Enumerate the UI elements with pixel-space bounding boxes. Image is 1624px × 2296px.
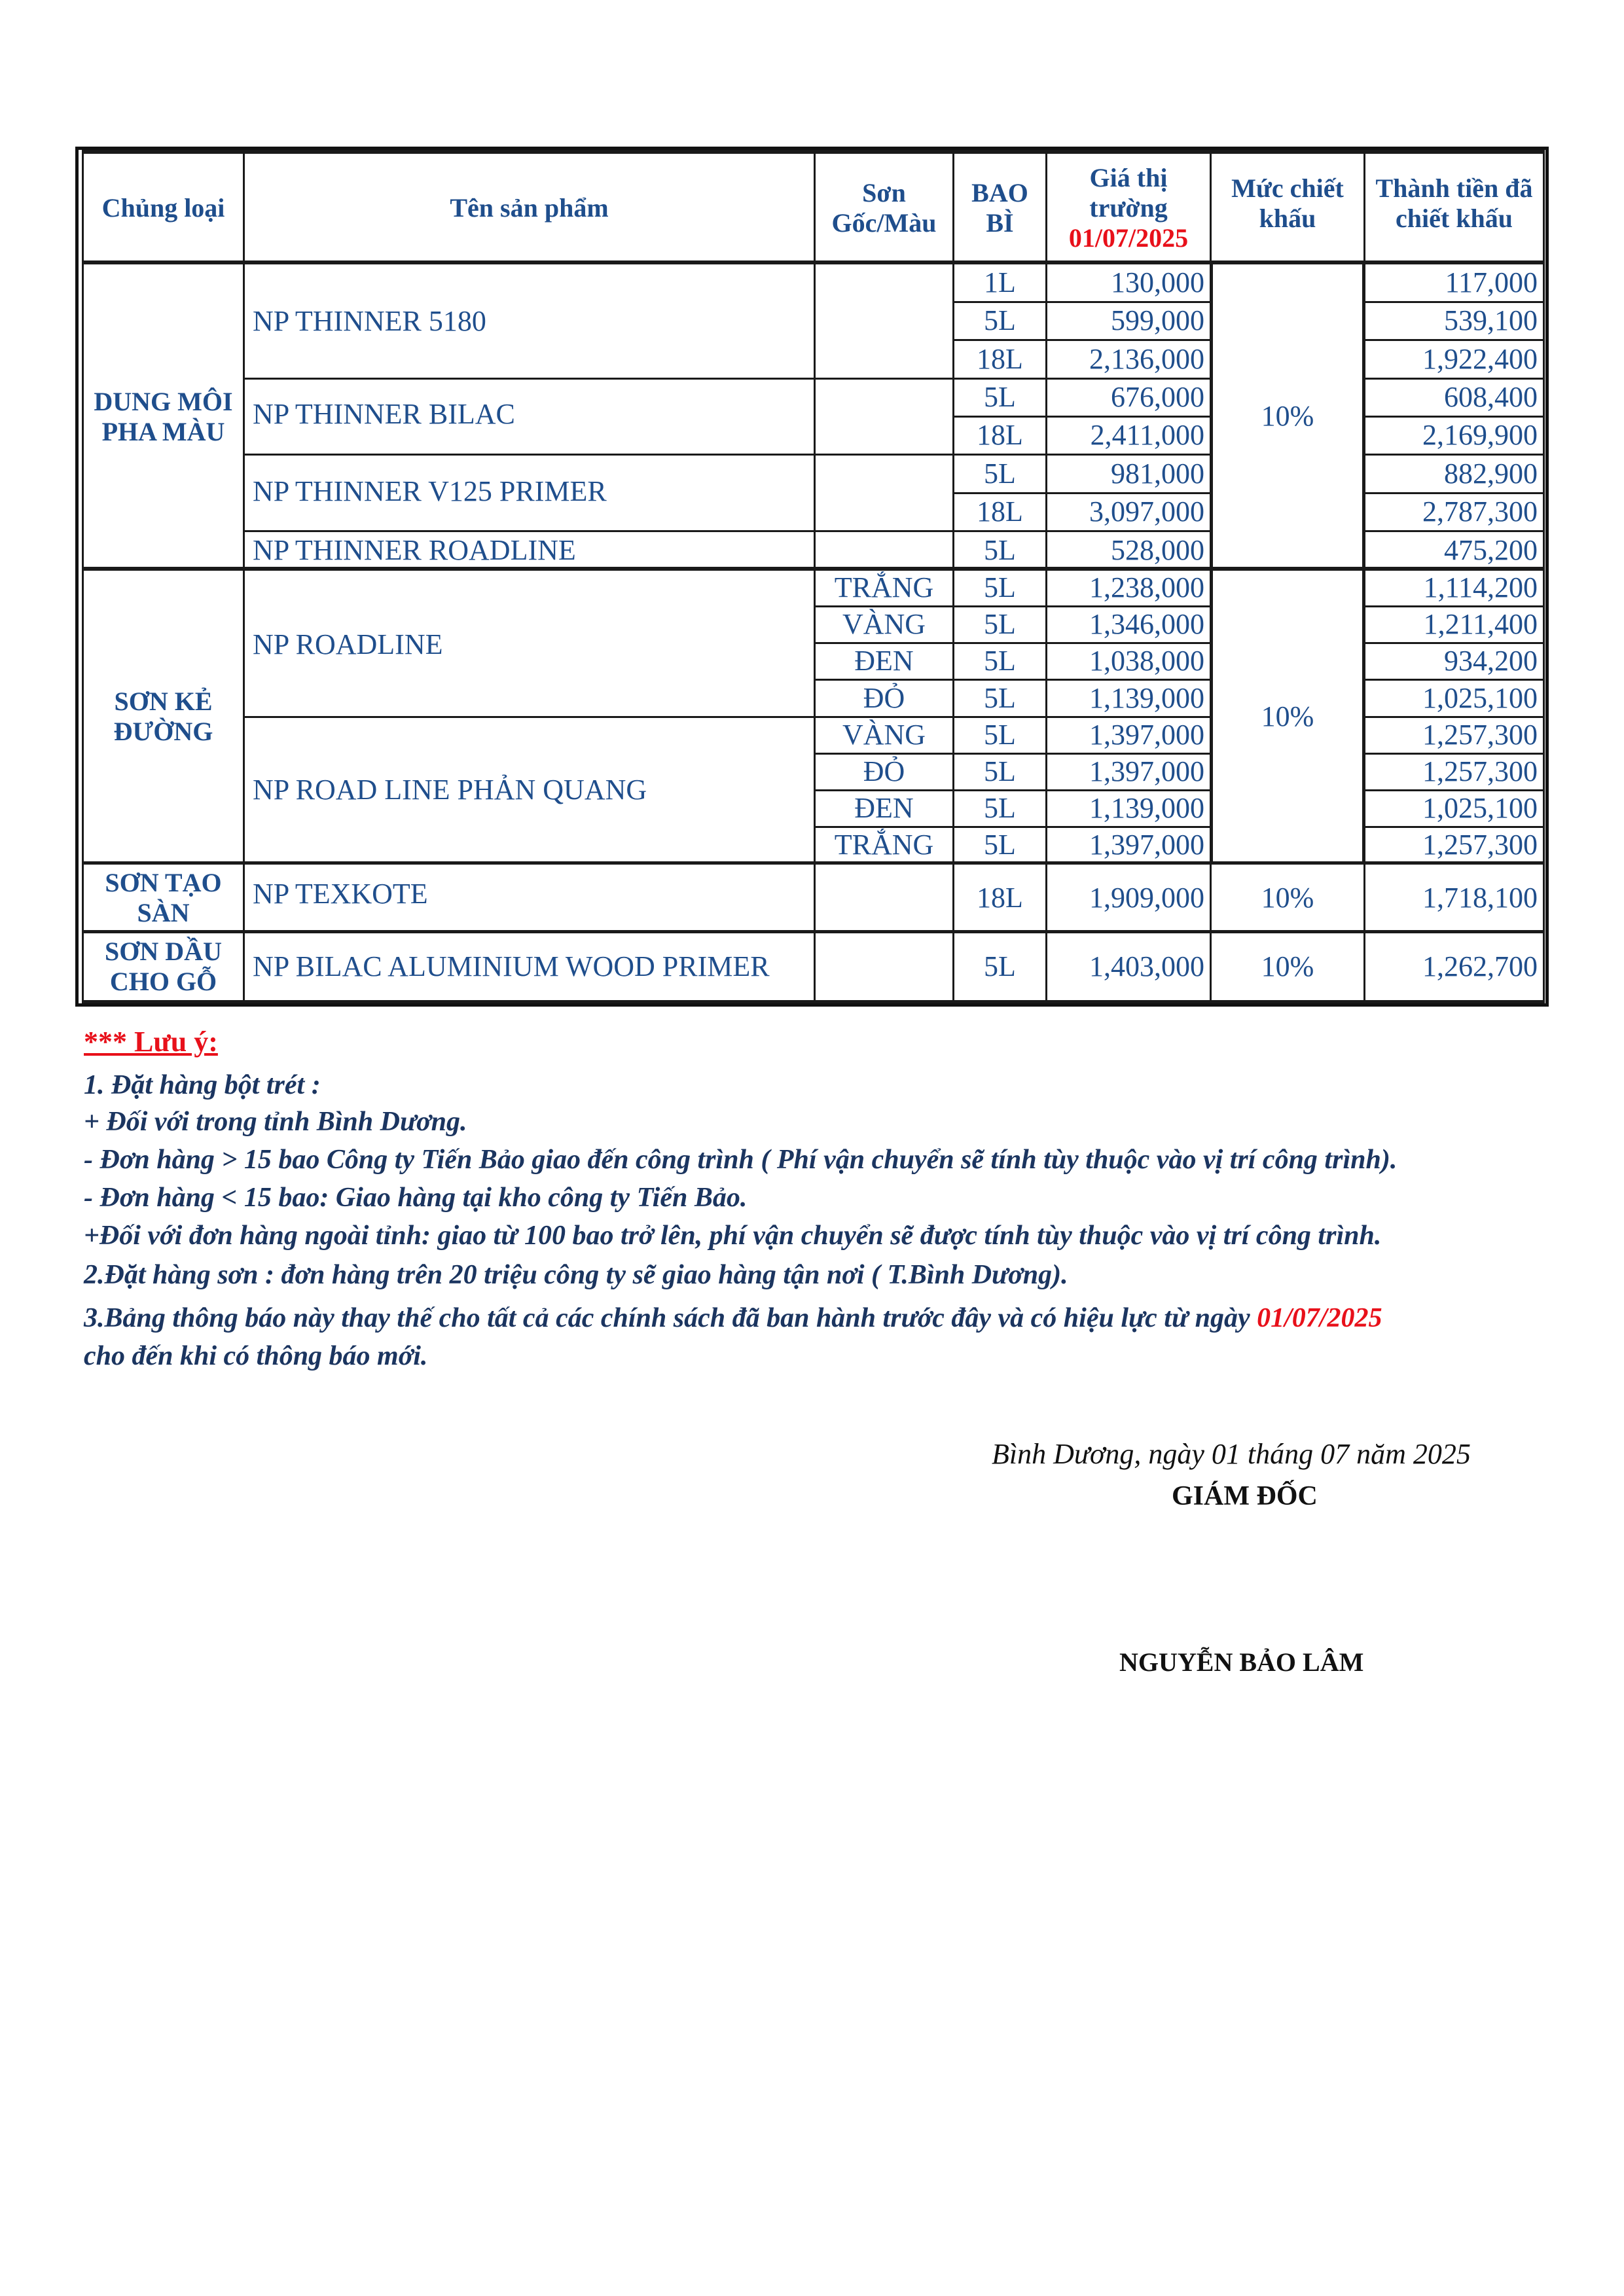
color-value: ĐEN	[854, 645, 914, 677]
price-cell	[1045, 569, 1212, 607]
pack-cell	[952, 863, 1047, 933]
price-value: 1,139,000	[1089, 792, 1204, 825]
color-cell	[814, 789, 954, 828]
header-discount	[1210, 152, 1365, 264]
price-cell	[1045, 863, 1212, 933]
price-value: 3,097,000	[1089, 495, 1204, 528]
pack-value: 18L	[977, 419, 1023, 452]
total-value: 1,114,200	[1423, 571, 1538, 604]
price-cell	[1045, 492, 1212, 532]
pack-value: 5L	[984, 681, 1016, 714]
note-line-3-cont: cho đến khi có thông báo mới.	[84, 1341, 428, 1371]
product-np-thinner-bilac	[243, 378, 816, 456]
header-total	[1363, 152, 1545, 264]
pack-value: 18L	[977, 881, 1023, 914]
discount-value: 10%	[1261, 881, 1314, 914]
price-cell	[1045, 301, 1212, 341]
pack-value: 5L	[984, 381, 1016, 414]
price-cell	[1045, 716, 1212, 755]
note-line: + Đối với trong tỉnh Bình Dương.	[84, 1107, 467, 1137]
category-line2: CHO GỖ	[109, 967, 217, 996]
effective-date: 01/07/2025	[1257, 1303, 1382, 1333]
header-total-line2: chiết khấu	[1396, 204, 1513, 233]
total-cell	[1363, 492, 1545, 532]
price-value: 1,139,000	[1089, 681, 1204, 714]
pack-cell	[952, 679, 1047, 718]
total-value: 608,400	[1444, 381, 1538, 414]
product-name: NP THINNER ROADLINE	[253, 533, 576, 566]
price-cell	[1045, 339, 1212, 380]
color-cell	[814, 569, 954, 607]
pack-cell	[952, 454, 1047, 494]
color-cell	[814, 716, 954, 755]
total-value: 1,257,300	[1422, 719, 1538, 751]
price-cell	[1045, 753, 1212, 791]
total-cell	[1363, 605, 1545, 644]
product-name: NP ROADLINE	[253, 628, 443, 660]
price-cell	[1045, 605, 1212, 644]
discount-cell-roadline	[1210, 569, 1365, 865]
price-cell	[1045, 931, 1212, 1002]
header-color-line1: Sơn	[862, 178, 906, 207]
header-color	[814, 152, 954, 264]
note-line: +Đối với đơn hàng ngoài tỉnh: giao từ 100 bao trở lên, phí vận chuyển sẽ được tính tùy thuộc vào vị trí công trình.	[84, 1221, 1382, 1251]
total-value: 1,257,300	[1422, 829, 1538, 861]
price-value: 528,000	[1111, 533, 1204, 566]
pack-value: 1L	[984, 266, 1016, 298]
price-value: 1,038,000	[1089, 645, 1204, 677]
price-value: 599,000	[1111, 304, 1204, 337]
pack-cell	[952, 716, 1047, 755]
total-cell	[1363, 863, 1545, 933]
product-np-bilac-aluminium	[243, 931, 816, 1002]
pack-value: 5L	[984, 571, 1016, 604]
pack-value: 18L	[977, 495, 1023, 528]
price-cell	[1045, 530, 1212, 571]
product-np-thinner-5180	[243, 262, 816, 380]
color-cell-empty	[814, 378, 954, 456]
product-np-thinner-v125	[243, 454, 816, 532]
total-cell	[1363, 826, 1545, 865]
pack-value: 18L	[977, 342, 1023, 375]
category-line2: SÀN	[137, 898, 190, 927]
price-cell	[1045, 454, 1212, 494]
total-value: 1,718,100	[1422, 881, 1538, 914]
pack-cell	[952, 301, 1047, 341]
header-packaging-line2: BÌ	[986, 208, 1014, 238]
color-cell-empty	[814, 454, 954, 532]
header-product-name-label: Tên sản phẩm	[450, 193, 609, 223]
total-value: 1,025,100	[1422, 681, 1538, 714]
pack-value: 5L	[984, 950, 1016, 982]
header-category	[82, 152, 245, 264]
total-value: 117,000	[1445, 266, 1538, 298]
divider	[82, 150, 1545, 153]
color-cell-empty	[814, 931, 954, 1002]
product-name: NP THINNER BILAC	[253, 398, 515, 430]
color-cell-empty	[814, 530, 954, 571]
price-value: 1,403,000	[1089, 950, 1204, 982]
note-line: - Đơn hàng > 15 bao Công ty Tiến Bảo giao đến công trình ( Phí vận chuyển sẽ tính tùy thuộc vào vị trí công trình).	[84, 1145, 1398, 1175]
note-line: - Đơn hàng < 15 bao: Giao hàng tại kho công ty Tiến Bảo.	[84, 1183, 748, 1213]
discount-cell	[1210, 863, 1365, 933]
color-cell	[814, 605, 954, 644]
price-value: 1,238,000	[1089, 571, 1204, 604]
category-son-dau-go	[82, 931, 245, 1002]
total-value: 1,257,300	[1422, 755, 1538, 788]
header-price-line2: trường	[1089, 193, 1168, 223]
place-date: Bình Dương, ngày 01 tháng 07 năm 2025	[992, 1438, 1471, 1470]
color-value: ĐỎ	[863, 755, 905, 788]
price-cell	[1045, 642, 1212, 681]
color-cell	[814, 679, 954, 718]
total-value: 2,787,300	[1422, 495, 1538, 528]
pack-cell	[952, 931, 1047, 1002]
color-cell	[814, 642, 954, 681]
pack-cell	[952, 605, 1047, 644]
pack-value: 5L	[984, 829, 1016, 861]
total-cell	[1363, 569, 1545, 607]
price-value: 1,397,000	[1089, 719, 1204, 751]
note-line-3-text: 3.Bảng thông báo này thay thế cho tất cả các chính sách đã ban hành trước đây và có hiệu lực từ ngày	[84, 1303, 1257, 1333]
total-value: 1,922,400	[1422, 342, 1538, 375]
color-value: TRẮNG	[834, 829, 934, 861]
price-cell	[1045, 262, 1212, 303]
total-value: 1,025,100	[1422, 792, 1538, 825]
price-value: 1,909,000	[1089, 881, 1204, 914]
total-cell	[1363, 642, 1545, 681]
pack-cell	[952, 642, 1047, 681]
pack-value: 5L	[984, 533, 1016, 566]
color-cell-empty	[814, 262, 954, 380]
product-name: NP ROAD LINE PHẢN QUANG	[253, 774, 647, 806]
signatory-name: NGUYỄN BẢO LÂM	[1119, 1647, 1364, 1677]
price-cell	[1045, 789, 1212, 828]
total-cell	[1363, 378, 1545, 418]
color-cell-empty	[814, 863, 954, 933]
category-line1: SƠN DẦU	[105, 937, 222, 966]
pack-value: 5L	[984, 645, 1016, 677]
notes-title: *** Lưu ý:	[84, 1026, 218, 1058]
total-cell	[1363, 679, 1545, 718]
note-line: 2.Đặt hàng sơn : đơn hàng trên 20 triệu công ty sẽ giao hàng tận nơi ( T.Bình Dương).	[84, 1260, 1068, 1290]
total-cell	[1363, 301, 1545, 341]
header-price-date: 01/07/2025	[1068, 223, 1189, 253]
total-cell	[1363, 339, 1545, 380]
total-cell	[1363, 716, 1545, 755]
pack-cell	[952, 262, 1047, 303]
price-cell	[1045, 679, 1212, 718]
product-name: NP THINNER 5180	[253, 305, 486, 337]
color-cell	[814, 753, 954, 791]
price-value: 676,000	[1111, 381, 1204, 414]
total-value: 539,100	[1444, 304, 1538, 337]
price-cell	[1045, 826, 1212, 865]
product-np-road-line-phan-quang	[243, 716, 816, 865]
divider	[82, 930, 1545, 933]
total-cell	[1363, 789, 1545, 828]
pack-cell	[952, 416, 1047, 456]
color-value: ĐỎ	[863, 681, 905, 714]
product-np-thinner-roadline	[243, 530, 816, 571]
total-value: 934,200	[1444, 645, 1538, 677]
header-category-label: Chủng loại	[101, 193, 225, 223]
pack-cell	[952, 753, 1047, 791]
header-discount-line2: khấu	[1259, 204, 1316, 233]
discount-value: 10%	[1261, 700, 1314, 732]
header-color-line2: Gốc/Màu	[831, 208, 937, 238]
pack-value: 5L	[984, 719, 1016, 751]
header-packaging	[952, 152, 1047, 264]
total-cell	[1363, 753, 1545, 791]
pack-cell	[952, 789, 1047, 828]
total-value: 1,262,700	[1422, 950, 1538, 982]
price-value: 2,411,000	[1090, 419, 1204, 452]
header-product-name	[243, 152, 816, 264]
pack-value: 5L	[984, 755, 1016, 788]
color-cell	[814, 826, 954, 865]
divider	[82, 861, 1545, 865]
total-cell	[1363, 416, 1545, 456]
category-line2: ĐƯỜNG	[113, 717, 213, 746]
header-market-price	[1045, 152, 1212, 264]
divider	[82, 260, 1545, 264]
category-line2: PHA MÀU	[101, 416, 225, 446]
category-son-ke-duong	[82, 569, 245, 865]
pack-cell	[952, 339, 1047, 380]
color-value: VÀNG	[842, 608, 926, 641]
price-value: 2,136,000	[1089, 342, 1204, 375]
pack-value: 5L	[984, 792, 1016, 825]
category-son-tao-san	[82, 863, 245, 933]
total-value: 882,900	[1444, 457, 1538, 490]
total-cell	[1363, 262, 1545, 303]
header-packaging-line1: BAO	[971, 178, 1028, 207]
pack-cell	[952, 569, 1047, 607]
product-name: NP THINNER V125 PRIMER	[253, 475, 607, 507]
product-name: NP TEXKOTE	[253, 878, 428, 910]
note-line-3	[84, 1302, 1382, 1334]
pack-cell	[952, 826, 1047, 865]
pack-value: 5L	[984, 608, 1016, 641]
total-value: 1,211,400	[1423, 608, 1538, 641]
color-value: ĐEN	[854, 792, 914, 825]
total-cell	[1363, 530, 1545, 571]
price-value: 130,000	[1111, 266, 1204, 298]
price-cell	[1045, 378, 1212, 418]
total-value: 475,200	[1444, 533, 1538, 566]
price-value: 1,397,000	[1089, 755, 1204, 788]
discount-value: 10%	[1261, 400, 1314, 433]
color-value: VÀNG	[842, 719, 926, 751]
pack-value: 5L	[984, 304, 1016, 337]
price-cell	[1045, 416, 1212, 456]
product-name: NP BILAC ALUMINIUM WOOD PRIMER	[253, 950, 770, 982]
total-cell	[1363, 931, 1545, 1002]
divider	[82, 1000, 1545, 1003]
note-line: 1. Đặt hàng bột trét :	[84, 1070, 321, 1100]
header-total-line1: Thành tiền đã	[1375, 173, 1533, 203]
color-value: TRẮNG	[834, 571, 934, 604]
total-value: 2,169,900	[1422, 419, 1538, 452]
category-line1: SƠN KẺ	[114, 687, 213, 716]
price-value: 1,397,000	[1089, 829, 1204, 861]
divider	[82, 567, 1545, 570]
category-dung-moi	[82, 262, 245, 571]
header-price-line1: Giá thị	[1089, 163, 1168, 192]
discount-cell-thinner	[1210, 262, 1365, 571]
total-cell	[1363, 454, 1545, 494]
signatory-title: GIÁM ĐỐC	[1172, 1481, 1318, 1511]
pack-cell	[952, 492, 1047, 532]
discount-value: 10%	[1261, 950, 1314, 982]
discount-cell	[1210, 931, 1365, 1002]
price-value: 1,346,000	[1089, 608, 1204, 641]
pack-value: 5L	[984, 457, 1016, 490]
category-line1: DUNG MÔI	[94, 386, 233, 416]
category-line1: SƠN TẠO	[105, 868, 222, 897]
pack-cell	[952, 530, 1047, 571]
pack-cell	[952, 378, 1047, 418]
product-np-roadline	[243, 569, 816, 718]
product-np-texkote	[243, 863, 816, 933]
price-value: 981,000	[1111, 457, 1204, 490]
header-discount-line1: Mức chiết	[1231, 173, 1344, 203]
